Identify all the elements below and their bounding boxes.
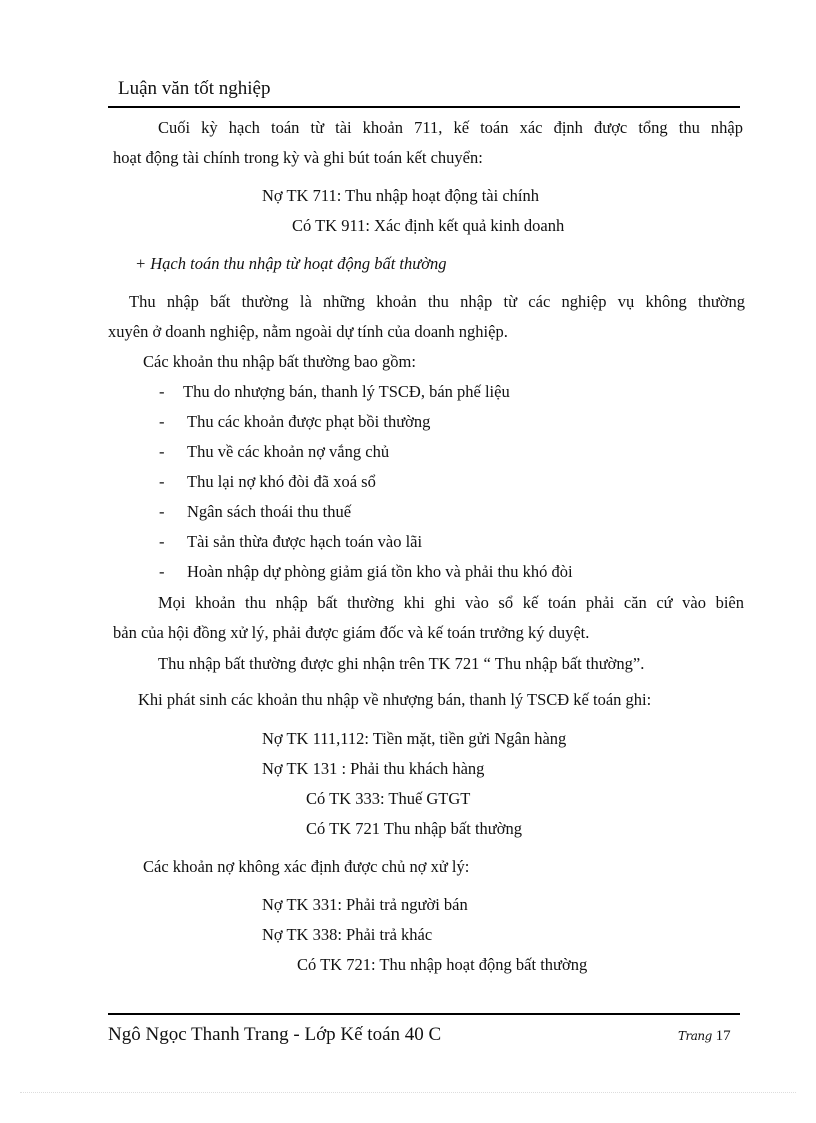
- paragraph-line: Mọi khoản thu nhập bất thường khi ghi vào sổ kế toán phải căn cứ vào biên: [158, 593, 744, 612]
- list-item: Thu các khoản được phạt bồi thường: [187, 412, 431, 431]
- paragraph-line: Các khoản thu nhập bất thường bao gồm:: [143, 352, 416, 371]
- footer-rule: [108, 1013, 740, 1015]
- list-bullet: -: [159, 412, 165, 431]
- paragraph-line: Thu nhập bất thường là những khoản thu nhập từ các nghiệp vụ không thường: [129, 292, 745, 311]
- list-bullet: -: [159, 502, 165, 521]
- page-word: Trang: [678, 1029, 712, 1043]
- header-title: Luận văn tốt nghiệp: [118, 78, 271, 99]
- section-subheading: + Hạch toán thu nhập từ hoạt động bất thường: [135, 254, 447, 273]
- journal-entry-debit: Nợ TK 711: Thu nhập hoạt động tài chính: [262, 186, 539, 205]
- list-bullet: -: [159, 442, 165, 461]
- list-item: Thu do nhượng bán, thanh lý TSCĐ, bán phế liệu: [183, 382, 510, 401]
- list-item: Thu lại nợ khó đòi đã xoá sổ: [187, 472, 376, 491]
- paragraph-line: Các khoản nợ không xác định được chủ nợ xử lý:: [143, 857, 470, 876]
- list-bullet: -: [159, 532, 165, 551]
- list-item: Ngân sách thoái thu thuế: [187, 502, 352, 521]
- page-number-value: 17: [715, 1028, 731, 1044]
- page-number: [678, 1028, 731, 1045]
- list-bullet: -: [159, 562, 165, 581]
- paragraph-line: hoạt động tài chính trong kỳ và ghi bút toán kết chuyển:: [113, 148, 483, 167]
- journal-entry-debit: Nợ TK 131 : Phải thu khách hàng: [262, 759, 485, 778]
- list-item: Tài sản thừa được hạch toán vào lãi: [187, 532, 423, 551]
- list-item: Hoàn nhập dự phòng giảm giá tồn kho và phải thu khó đòi: [187, 562, 573, 581]
- page-edge-divider: [20, 1092, 796, 1093]
- journal-entry-credit: Có TK 911: Xác định kết quả kinh doanh: [292, 216, 565, 235]
- paragraph-line: xuyên ở doanh nghiệp, nằm ngoài dự tính của doanh nghiệp.: [108, 322, 508, 341]
- journal-entry-credit: Có TK 333: Thuế GTGT: [306, 789, 471, 808]
- journal-entry-debit: Nợ TK 338: Phải trả khác: [262, 925, 433, 944]
- paragraph-line: Cuối kỳ hạch toán từ tài khoản 711, kế toán xác định được tổng thu nhập: [158, 118, 743, 137]
- journal-entry-debit: Nợ TK 111,112: Tiền mặt, tiền gửi Ngân hàng: [262, 729, 567, 748]
- paragraph-line: bản của hội đồng xử lý, phải được giám đốc và kế toán trưởng ký duyệt.: [113, 623, 590, 642]
- list-bullet: -: [159, 382, 165, 401]
- paragraph-line: Khi phát sinh các khoản thu nhập về nhượng bán, thanh lý TSCĐ kế toán ghi:: [138, 690, 652, 709]
- paragraph-line: Thu nhập bất thường được ghi nhận trên TK 721 “ Thu nhập bất thường”.: [158, 654, 645, 673]
- list-bullet: -: [159, 472, 165, 491]
- list-item: Thu về các khoản nợ vắng chủ: [187, 442, 390, 461]
- journal-entry-debit: Nợ TK 331: Phải trả người bán: [262, 895, 468, 914]
- header-rule: [108, 106, 740, 108]
- journal-entry-credit: Có TK 721 Thu nhập bất thường: [306, 819, 522, 838]
- footer-author: Ngô Ngọc Thanh Trang - Lớp Kế toán 40 C: [108, 1024, 442, 1045]
- journal-entry-credit: Có TK 721: Thu nhập hoạt động bất thường: [297, 955, 588, 974]
